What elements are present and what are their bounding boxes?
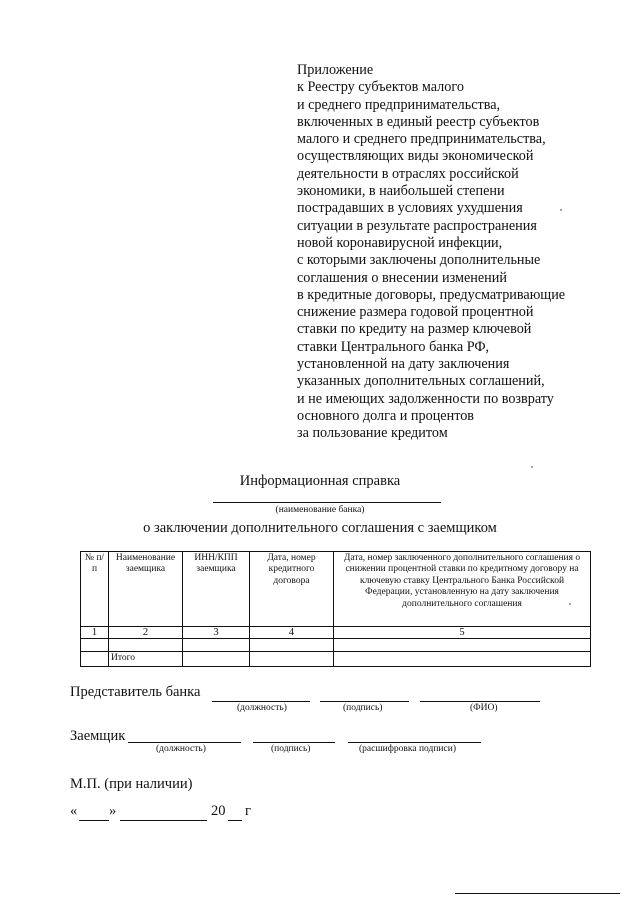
appendix-line: и среднего предпринимательства,	[297, 96, 501, 113]
bank-rep-name-line	[420, 701, 540, 702]
borrower-signature-hint: (подпись)	[271, 744, 311, 754]
appendix-line: к Реестру субъектов малого	[297, 79, 464, 96]
date-month-line	[120, 820, 207, 821]
table-cell	[183, 639, 250, 652]
header-cell-credit-contract: Дата, номер кредитного договора	[250, 552, 334, 627]
bank-rep-position-hint: (должность)	[237, 703, 287, 713]
borrower-label: Заемщик	[70, 728, 126, 744]
date-year-suffix: г	[245, 803, 251, 819]
borrower-name-hint: (расшифровка подписи)	[359, 744, 456, 754]
bank-rep-name-hint: (ФИО)	[470, 703, 498, 713]
appendix-line: включенных в единый реестр субъектов	[297, 113, 540, 130]
header-cell-inn: ИНН/КПП заемщика	[183, 552, 250, 627]
appendix-note	[297, 62, 617, 443]
table-cell	[250, 652, 334, 666]
appendix-line: экономики, в наибольшей степени	[297, 183, 505, 200]
borrower-table	[80, 551, 591, 667]
borrower-position-hint: (должность)	[156, 744, 206, 754]
table-number-row	[81, 627, 591, 639]
bank-rep-position-line	[212, 701, 310, 702]
document-subtitle: о заключении дополнительного соглашения с заемщиком	[143, 520, 497, 536]
table-cell	[334, 639, 591, 652]
appendix-line: в кредитные договоры, предусматривающие	[297, 286, 566, 303]
table-cell	[81, 652, 109, 666]
bank-name-line	[213, 502, 441, 503]
appendix-line: осуществляющих виды экономической	[297, 148, 534, 165]
bank-rep-signature-hint: (подпись)	[343, 703, 383, 713]
header-cell-borrower: Наименование заемщика	[109, 552, 183, 627]
date-close-quote: »	[109, 803, 117, 819]
table-cell: 3	[183, 627, 250, 639]
appendix-line: пострадавших в условиях ухудшения	[297, 200, 523, 217]
appendix-line: основного долга и процентов	[297, 407, 474, 424]
appendix-line: установленной на дату заключения	[297, 356, 510, 373]
borrower-name-line	[348, 742, 481, 743]
appendix-line: ставки Центрального банка РФ,	[297, 338, 490, 355]
header-cell-number: № п/п	[81, 552, 109, 627]
appendix-line: деятельности в отраслях российской	[297, 165, 519, 182]
borrower-signature-line	[253, 742, 335, 743]
table-total-row	[81, 652, 591, 666]
borrower-position-line	[128, 742, 241, 743]
footer-line	[455, 893, 620, 894]
table-cell: 5	[334, 627, 591, 639]
bank-name-hint: (наименование банка)	[275, 505, 365, 515]
table-cell	[250, 639, 334, 652]
table-row	[81, 639, 591, 652]
bank-rep-signature-line	[320, 701, 409, 702]
appendix-line: ставки по кредиту на размер ключевой	[297, 321, 532, 338]
table-cell	[81, 639, 109, 652]
date-day-line	[79, 820, 109, 821]
table-cell: 2	[109, 627, 183, 639]
appendix-line: ситуации в результате распространения	[297, 217, 537, 234]
table-cell	[109, 639, 183, 652]
table-header-row	[81, 552, 591, 627]
appendix-line: малого и среднего предпринимательства,	[297, 131, 546, 148]
appendix-line: указанных дополнительных соглашений,	[297, 373, 545, 390]
table-cell: 1	[81, 627, 109, 639]
appendix-line: новой коронавирусной инфекции,	[297, 234, 503, 251]
table-cell	[334, 652, 591, 666]
table-cell	[183, 652, 250, 666]
document-title: Информационная справка	[239, 473, 401, 489]
table-cell: 4	[250, 627, 334, 639]
appendix-line: соглашения о внесении изменений	[297, 269, 507, 286]
stamp-label: М.П. (при наличии)	[70, 776, 193, 792]
total-label: Итого	[109, 652, 183, 666]
scan-dot	[560, 209, 562, 211]
appendix-line: и не имеющих задолженности по возврату	[297, 390, 554, 407]
scan-dot	[531, 466, 533, 468]
appendix-line: снижение размера годовой процентной	[297, 304, 534, 321]
appendix-line: за пользование кредитом	[297, 425, 448, 442]
header-cell-agreement: Дата, номер заключенного дополнительного соглашения о снижении процентной ставки по кредитному договору на ключевую ставку Центрального Банка Российской Федерации, установленную на дату заключения дополнительного соглашения	[334, 552, 591, 627]
appendix-line: с которыми заключены дополнительные	[297, 252, 541, 269]
scan-dot	[569, 603, 571, 605]
appendix-line: Приложение	[297, 62, 374, 78]
bank-rep-label: Представитель банка	[70, 684, 201, 700]
date-open-quote: «	[70, 803, 78, 819]
date-year-prefix: 20	[211, 803, 226, 819]
date-year-line	[228, 820, 242, 821]
